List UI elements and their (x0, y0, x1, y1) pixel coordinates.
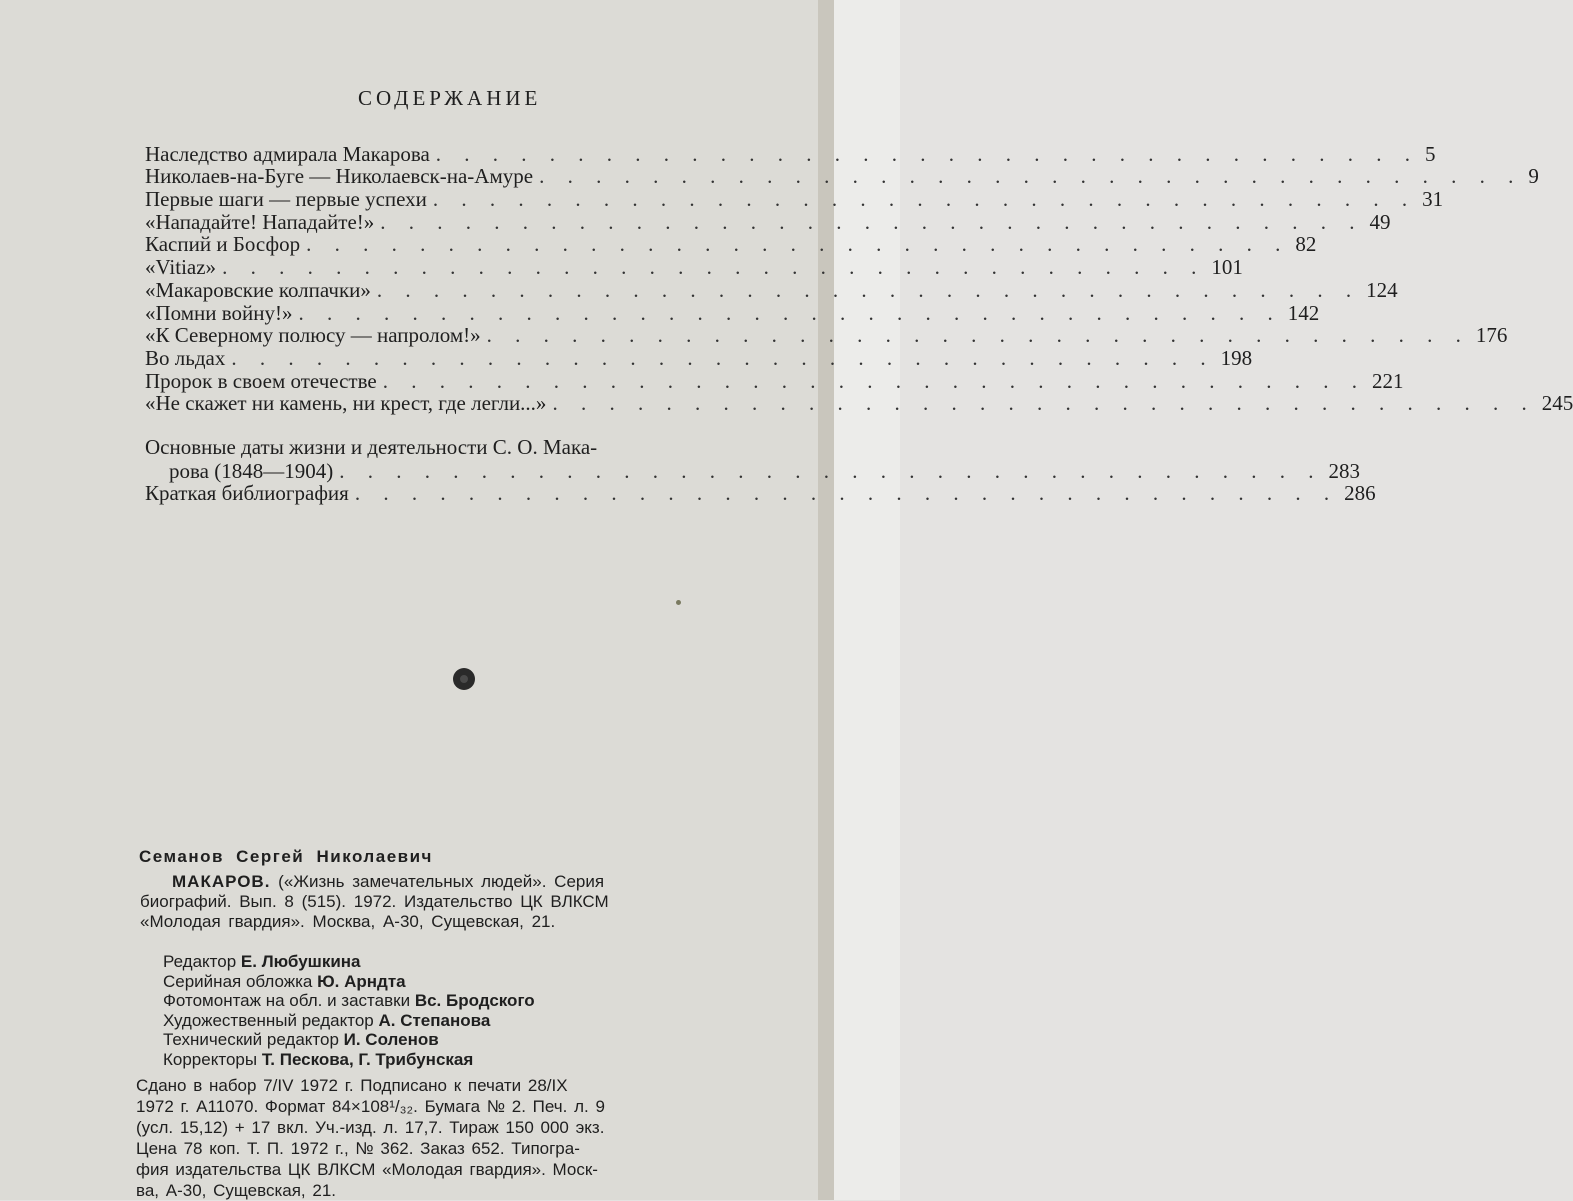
toc-entry (145, 164, 1539, 189)
credit-name: А. Степанова (378, 1010, 491, 1030)
book-description (140, 872, 780, 932)
toc-entry-title: Краткая библиография (145, 481, 349, 506)
toc-entry-page: 31 (1422, 187, 1444, 212)
toc-entry-title: «К Северному полюсу — напролом!» (145, 323, 481, 348)
credit-line (163, 1050, 783, 1070)
toc-entry-title: «Не скажет ни камень, ни крест, где легли...» (145, 391, 547, 416)
toc-entry-page: 101 (1211, 255, 1243, 280)
table-of-contents (145, 141, 1573, 506)
toc-entry (145, 323, 1508, 348)
toc-leader-dots: . . . . . . . . . . . . . . . . . . . . . . . . . . . . . . . . . . . (306, 232, 1290, 257)
credit-role: Редактор (163, 952, 237, 971)
toc-entry (145, 232, 1317, 257)
toc-leader-dots: . . . . . . . . . . . . . . . . . . . . . . . . . . . . . . . . . . . (539, 164, 1523, 189)
toc-entry (145, 458, 1360, 483)
toc-leader-dots: . . . . . . . . . . . . . . . . . . . . . . . . . . . . . . . . . . . (354, 481, 1339, 506)
toc-leader-dots: . . . . . . . . . . . . . . . . . . . . . . . . . . . . . . . . . . . (432, 187, 1417, 212)
credit-role: Художественный редактор (163, 1010, 374, 1030)
credit-name: Вс. Бродского (414, 991, 535, 1011)
toc-entry-page: 283 (1328, 458, 1360, 483)
credit-role: Технический редактор (163, 1030, 339, 1050)
toc-entry-title: Пророк в своем отечестве (145, 368, 377, 393)
description-line (140, 872, 780, 892)
author-name: Семанов Сергей Николаевич (139, 847, 433, 866)
toc-entry-page: 245 (1541, 391, 1573, 416)
toc-entry-page: 221 (1371, 368, 1404, 393)
toc-leader-dots: . . . . . . . . . . . . . . . . . . . . . . . . . . . . . . . . . . . (380, 209, 1364, 234)
imprint-line: фия издательства ЦК ВЛКСМ «Молодая гвардия». Моск- (136, 1160, 598, 1179)
imprint-line: Сдано в набор 7/IV 1972 г. Подписано к печати 28/IX (136, 1076, 568, 1095)
toc-leader-dots: . . . . . . . . . . . . . . . . . . . . . . . . . . . . . . . . . . . (486, 323, 1470, 348)
toc-leader-dots: . . . . . . . . . . . . . . . . . . . . . . . . . . . . . . . . . . . (222, 255, 1206, 280)
toc-entry-page: 124 (1366, 277, 1398, 302)
toc-entry-title: рова (1848—1904) (169, 458, 334, 483)
toc-entry-title: «Помни войну!» (145, 300, 293, 325)
toc-entry-page: 176 (1475, 323, 1508, 348)
imprint-line: ва, А-30, Сущевская, 21. (136, 1181, 337, 1200)
toc-entry (145, 368, 1404, 393)
toc-entry-title: Наследство адмирала Макарова (145, 141, 430, 166)
toc-entry (145, 481, 1376, 506)
credit-line (163, 972, 783, 992)
credit-line (163, 952, 783, 972)
toc-leader-dots: . . . . . . . . . . . . . . . . . . . . . . . . . . . . . . . . . . . (435, 141, 1420, 166)
credit-role: Фотомонтаж на обл. и заставки (163, 991, 411, 1011)
imprint-line: 1972 г. А11070. Формат 84×108¹/₃₂. Бумага № 2. Печ. л. 9 (136, 1097, 605, 1116)
toc-entry (145, 277, 1398, 302)
toc-heading: СОДЕРЖАНИЕ (358, 86, 542, 110)
credit-role: Корректоры (163, 1049, 258, 1069)
description-line: «Молодая гвардия». Москва, А-30, Сущевская, 21. (140, 912, 556, 931)
toc-entry-dates-line1: Основные даты жизни и деятельности С. О. Мака- (145, 435, 598, 460)
description-line: биографий. Вып. 8 (515). 1972. Издательство ЦК ВЛКСМ (140, 892, 609, 911)
toc-entry-page: 49 (1369, 209, 1391, 234)
credit-name: Т. Пескова, Г. Трибунская (261, 1049, 474, 1069)
book-title: МАКАРОВ. (172, 872, 271, 891)
credit-line (163, 991, 783, 1011)
toc-entry (145, 141, 1436, 166)
ornament-dot-icon (453, 668, 475, 690)
toc-entry (145, 209, 1391, 234)
toc-leader-dots: . . . . . . . . . . . . . . . . . . . . . . . . . . . . . . . . . . . (382, 368, 1366, 393)
toc-entry-page: 82 (1295, 232, 1317, 257)
toc-entry (145, 255, 1243, 280)
credit-name: Е. Любушкина (240, 952, 361, 971)
toc-leader-dots: . . . . . . . . . . . . . . . . . . . . . . . . . . . . . . . . . . . (376, 277, 1361, 302)
toc-spacer (145, 414, 773, 436)
toc-entry-page: 5 (1425, 141, 1436, 166)
toc-entry-title: Во льдах (145, 345, 226, 370)
credit-role: Серийная обложка (163, 971, 313, 991)
credit-name: Ю. Арндта (317, 971, 406, 991)
toc-entry-page: 198 (1220, 345, 1253, 370)
toc-entry-title: Николаев-на-Буге — Николаевск-на-Амуре (145, 164, 534, 189)
description-text: («Жизнь замечательных людей». Серия (278, 872, 605, 891)
toc-leader-dots: . . . . . . . . . . . . . . . . . . . . . . . . . . . . . . . . . . . (339, 458, 1323, 483)
imprint-line: (усл. 15,12) + 17 вкл. Уч.-изд. л. 17,7. Тираж 150 000 экз. (136, 1118, 605, 1137)
toc-entry (145, 391, 1573, 416)
toc-entry-title: «Нападайте! Нападайте!» (145, 209, 375, 234)
toc-entry (145, 345, 1253, 370)
credit-line (163, 1011, 783, 1031)
credit-name: И. Соленов (343, 1030, 439, 1050)
print-imprint (136, 1075, 796, 1201)
toc-entry-title: «Vitiaz» (145, 255, 217, 280)
toc-entry-title: Каспий и Босфор (145, 232, 301, 257)
toc-entry (145, 187, 1444, 212)
toc-entry-page: 286 (1344, 481, 1376, 506)
credits (163, 952, 783, 1070)
toc-entry-title: Первые шаги — первые успехи (145, 187, 427, 212)
toc-entry-title: «Макаровские колпачки» (145, 277, 371, 302)
paper-speck (676, 600, 681, 605)
toc-entry-page: 9 (1528, 164, 1539, 189)
toc-entry-page: 142 (1287, 300, 1320, 325)
imprint-line: Цена 78 коп. Т. П. 1972 г., № 362. Заказ 652. Типогра- (136, 1139, 580, 1158)
toc-leader-dots: . . . . . . . . . . . . . . . . . . . . . . . . . . . . . . . . . . . (552, 391, 1536, 416)
toc-leader-dots: . . . . . . . . . . . . . . . . . . . . . . . . . . . . . . . . . . . (298, 300, 1282, 325)
toc-leader-dots: . . . . . . . . . . . . . . . . . . . . . . . . . . . . . . . . . . . (231, 345, 1215, 370)
toc-entry (145, 300, 1320, 325)
credit-line (163, 1030, 783, 1050)
